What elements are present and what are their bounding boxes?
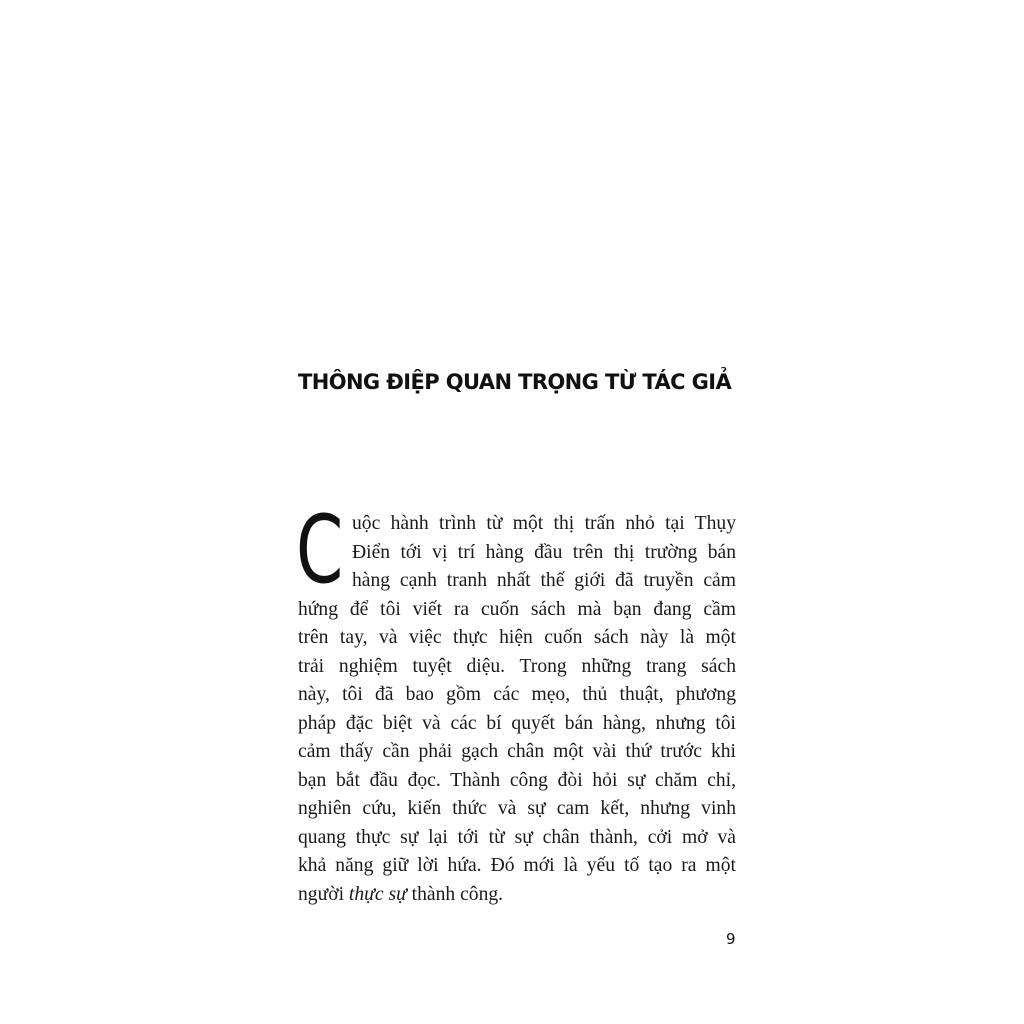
paragraph-line: bạn bắt đầu đọc. Thành công đòi hỏi sự chăm chỉ,	[298, 769, 736, 791]
paragraph-line: khả năng giữ lời hứa. Đó mới là yếu tố tạo ra một	[298, 855, 736, 876]
paragraph-line: pháp đặc biệt và các bí quyết bán hàng, nhưng tôi	[298, 712, 736, 734]
paragraph-last-line	[298, 881, 736, 910]
paragraph-line: nghiên cứu, kiến thức và sự cam kết, nhưng vinh	[298, 798, 736, 819]
paragraph-line: uộc hành trình từ một thị trấn nhỏ tại Thụy	[352, 513, 736, 534]
paragraph-line: hứng để tôi viết ra cuốn sách mà bạn đang cầm	[298, 598, 736, 620]
paragraph-line: trải nghiệm tuyệt diệu. Trong những trang sách	[298, 655, 736, 677]
paragraph-line: Điển tới vị trí hàng đầu trên thị trường bán	[352, 541, 736, 563]
drop-cap-letter: C	[296, 496, 344, 605]
paragraph-line: này, tôi đã bao gồm các mẹo, thủ thuật, phương	[298, 684, 736, 705]
paragraph-line: trên tay, và việc thực hiện cuốn sách này là một	[298, 627, 736, 648]
last-line-end: thành công.	[406, 883, 504, 905]
last-line-start: người	[298, 883, 349, 905]
body-paragraph	[296, 496, 736, 909]
emphasized-text: thực sự	[348, 883, 407, 905]
paragraph-line: quang thực sự lại tới từ sự chân thành, cởi mở và	[298, 826, 736, 848]
paragraph-line: cảm thấy cần phải gạch chân một vài thứ trước khi	[298, 741, 736, 762]
chapter-heading: THÔNG ĐIỆP QUAN TRỌNG TỪ TÁC GIẢ	[298, 370, 732, 394]
paragraph-line: hàng cạnh tranh nhất thế giới đã truyền cảm	[352, 570, 736, 591]
page-number: 9	[726, 930, 736, 948]
